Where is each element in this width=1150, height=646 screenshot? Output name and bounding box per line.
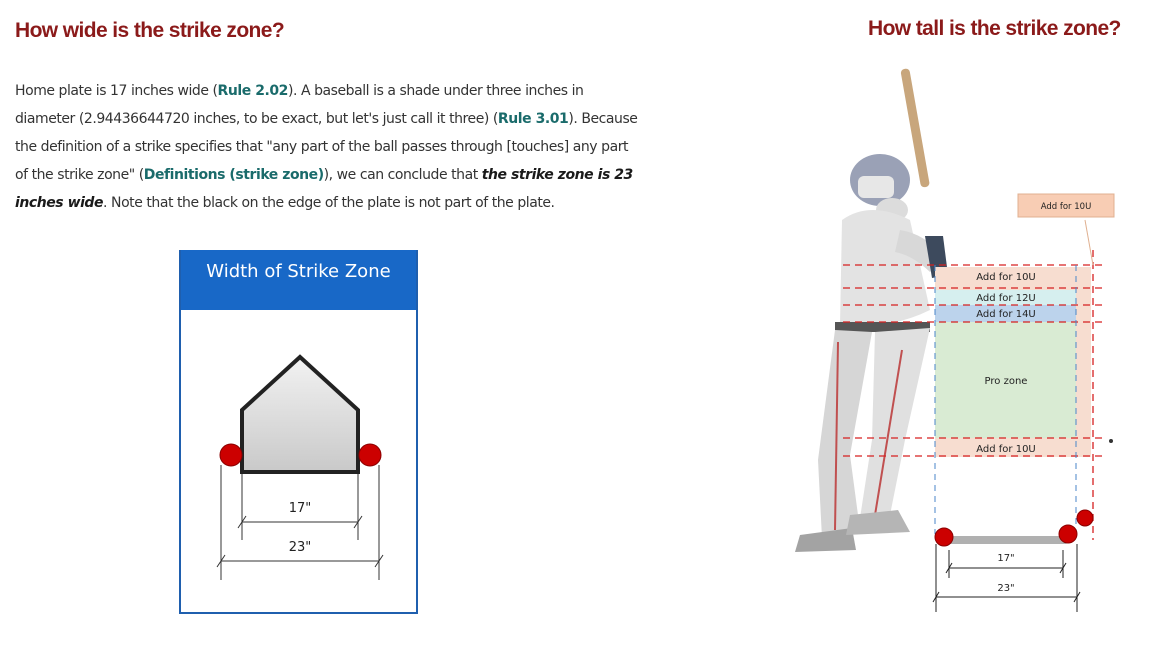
ball-left — [935, 528, 953, 546]
home-plate-side-view — [948, 536, 1068, 544]
rule-2-02-link[interactable]: Rule 2.02 — [217, 83, 288, 99]
band-10u-bottom-label: Add for 10U — [976, 444, 1036, 455]
band-12u-label: Add for 12U — [976, 293, 1036, 304]
strike-zone-height-diagram — [780, 60, 1140, 620]
zone-width-label: 23" — [997, 583, 1015, 594]
home-plate — [242, 357, 358, 472]
width-of-strike-zone-diagram — [179, 250, 418, 614]
zone-width-label: 23" — [288, 540, 312, 555]
width-explanation-paragraph — [15, 77, 640, 217]
ball-right — [359, 444, 381, 466]
band-14u-label: Add for 14U — [976, 309, 1036, 320]
band-10u-top-label: Add for 10U — [976, 272, 1036, 283]
paragraph-text: ). A baseball is a shade under three inches in diameter (2.94436644720 inches, to be exact, but let's just call it three) ( — [15, 83, 584, 127]
home-plate-width-drawing — [181, 250, 420, 614]
diagram-header: Width of Strike Zone — [181, 250, 416, 310]
ball-far-right — [1077, 510, 1093, 526]
paragraph-text: ). Because the definition of a strike specifies that "any part of the ball passes through [touches] any part of the strike zone" ( — [15, 111, 638, 183]
paragraph-text: . Note that the black on the edge of the plate is not part of the plate. — [103, 195, 555, 211]
ball-left — [220, 444, 242, 466]
callout-label: Add for 10U — [1040, 202, 1092, 212]
tall-section-title: How tall is the strike zone? — [868, 17, 1121, 40]
callout-column — [1076, 267, 1091, 457]
definitions-strike-zone-link[interactable]: Definitions (strike zone) — [143, 167, 324, 183]
paragraph-text: Home plate is 17 inches wide ( — [15, 83, 218, 99]
paragraph-text: ), we can conclude that — [323, 167, 482, 183]
ball-right — [1059, 525, 1077, 543]
wide-section-title: How wide is the strike zone? — [15, 19, 285, 42]
emphasis-text: the strike zone is 23 inches wide — [15, 167, 633, 211]
pro-zone-label: Pro zone — [984, 376, 1028, 387]
rule-3-01-link[interactable]: Rule 3.01 — [497, 111, 569, 127]
batter-figure — [795, 68, 948, 552]
plate-width-label: 17" — [997, 553, 1015, 564]
plate-width-label: 17" — [288, 501, 312, 516]
